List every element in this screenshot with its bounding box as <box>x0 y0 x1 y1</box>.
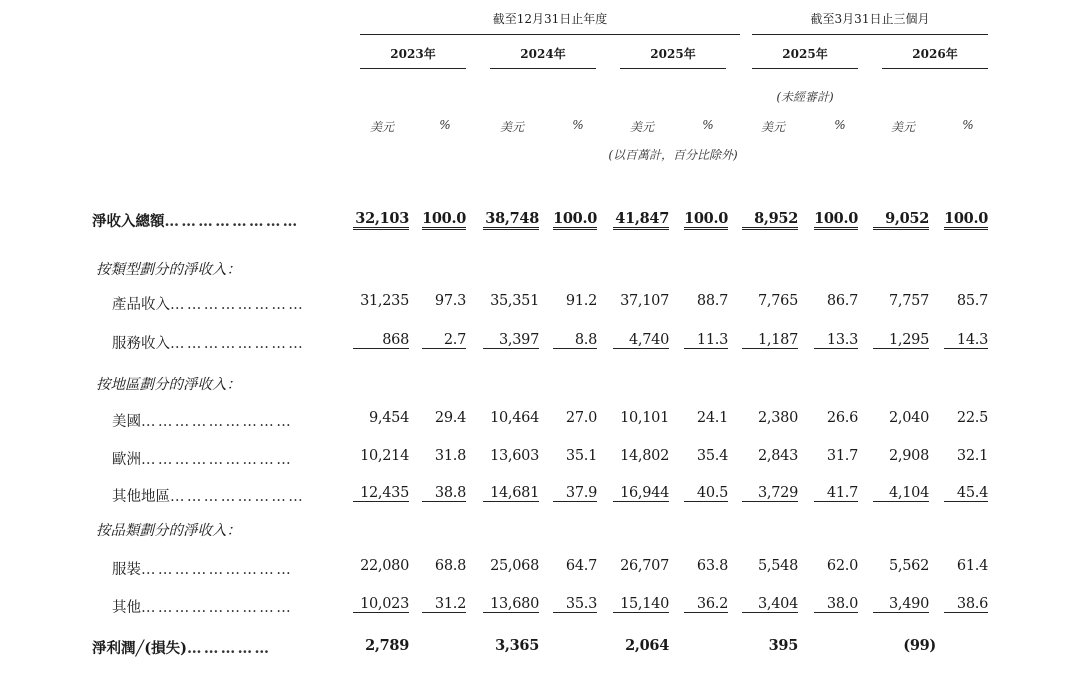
cell-value: 31,235 <box>360 293 409 309</box>
cell-value: 4,104 <box>873 485 929 502</box>
cell-value: 4,740 <box>613 332 669 349</box>
cell-percent: 100.0 <box>944 210 988 230</box>
cell-value: 25,068 <box>490 558 539 574</box>
unit-pct: % <box>702 118 714 132</box>
cell-value: 2,843 <box>757 448 798 464</box>
cell-percent: 64.7 <box>565 558 597 574</box>
year-rule <box>490 68 596 69</box>
cell-value: 8,952 <box>742 210 798 230</box>
cell-value: 10,023 <box>353 596 409 613</box>
cell-percent: 2.7 <box>422 332 466 349</box>
cell-value: 22,080 <box>360 558 409 574</box>
cell-value: 10,464 <box>490 410 539 426</box>
unaudited-note: (未經審計) <box>776 90 834 104</box>
unit-pct: % <box>572 118 584 132</box>
year-header-q2025: 2025年 <box>782 47 828 61</box>
cell-percent: 35.1 <box>565 448 597 464</box>
cell-value: 38,748 <box>483 210 539 230</box>
cell-percent: 63.8 <box>696 558 728 574</box>
cell-percent: 13.3 <box>814 332 858 349</box>
cell-value: 9,454 <box>368 410 409 426</box>
cell-percent: 36.2 <box>684 596 728 613</box>
quarter-group-rule <box>752 34 988 35</box>
unit-usd: 美元 <box>890 120 915 134</box>
row-label-service-revenue: 服務收入…………………… <box>112 336 306 352</box>
row-label-us: 美國……………………… <box>112 414 294 430</box>
cell-percent: 86.7 <box>826 293 858 309</box>
cell-percent: 31.2 <box>422 596 466 613</box>
year-rule <box>752 68 858 69</box>
cell-value: 9,052 <box>873 210 929 230</box>
cell-value: 2,908 <box>888 448 929 464</box>
unit-pct: % <box>834 118 846 132</box>
unit-pct: % <box>439 118 451 132</box>
cell-percent: 35.4 <box>696 448 728 464</box>
cell-percent: 27.0 <box>565 410 597 426</box>
cell-value: 41,847 <box>613 210 669 230</box>
cell-percent: 31.7 <box>826 448 858 464</box>
row-label-net-profit: 淨利潤╱(損失)…………… <box>92 640 272 657</box>
cell-value: 2,040 <box>888 410 929 426</box>
cell-percent: 100.0 <box>814 210 858 230</box>
cell-percent: 88.7 <box>696 293 728 309</box>
year-header-2025: 2025年 <box>650 47 696 61</box>
cell-value: (99) <box>903 637 936 654</box>
cell-percent: 45.4 <box>944 485 988 502</box>
year-rule <box>882 68 988 69</box>
cell-percent: 91.2 <box>565 293 597 309</box>
cell-value: 3,397 <box>483 332 539 349</box>
annual-group-header: 截至12月31日止年度 <box>492 12 608 26</box>
cell-value: 35,351 <box>490 293 539 309</box>
cell-percent: 22.5 <box>956 410 988 426</box>
cell-percent: 24.1 <box>696 410 728 426</box>
cell-value: 26,707 <box>620 558 669 574</box>
cell-percent: 31.8 <box>434 448 466 464</box>
cell-value: 1,295 <box>873 332 929 349</box>
cell-value: 868 <box>353 332 409 349</box>
cell-value: 3,729 <box>742 485 798 502</box>
cell-percent: 85.7 <box>956 293 988 309</box>
cell-value: 7,765 <box>757 293 798 309</box>
cell-percent: 100.0 <box>422 210 466 230</box>
cell-value: 2,380 <box>757 410 798 426</box>
unit-note: (以百萬計，百分比除外) <box>608 148 738 162</box>
cell-percent: 11.3 <box>684 332 728 349</box>
cell-percent: 35.3 <box>553 596 597 613</box>
cell-percent: 14.3 <box>944 332 988 349</box>
year-rule <box>360 68 466 69</box>
cell-value: 14,681 <box>483 485 539 502</box>
year-rule <box>620 68 726 69</box>
cell-percent: 40.5 <box>684 485 728 502</box>
row-label-other-regions: 其他地區…………………… <box>112 489 306 505</box>
cell-value: 7,757 <box>888 293 929 309</box>
year-header-2023: 2023年 <box>390 47 436 61</box>
cell-value: 3,490 <box>873 596 929 613</box>
section-heading-by-region: 按地區劃分的淨收入： <box>96 377 241 393</box>
cell-percent: 100.0 <box>684 210 728 230</box>
cell-value: 13,603 <box>490 448 539 464</box>
row-label-europe: 歐洲……………………… <box>112 452 294 468</box>
cell-value: 10,214 <box>360 448 409 464</box>
cell-percent: 8.8 <box>553 332 597 349</box>
cell-value: 5,562 <box>888 558 929 574</box>
cell-percent: 29.4 <box>434 410 466 426</box>
cell-percent: 38.6 <box>944 596 988 613</box>
cell-value: 3,365 <box>495 637 539 654</box>
cell-percent: 68.8 <box>434 558 466 574</box>
cell-percent: 100.0 <box>553 210 597 230</box>
cell-value: 32,103 <box>353 210 409 230</box>
cell-percent: 26.6 <box>826 410 858 426</box>
cell-percent: 41.7 <box>814 485 858 502</box>
cell-value: 37,107 <box>620 293 669 309</box>
cell-value: 2,064 <box>625 637 669 654</box>
cell-value: 1,187 <box>742 332 798 349</box>
cell-percent: 97.3 <box>434 293 466 309</box>
cell-value: 15,140 <box>613 596 669 613</box>
unit-usd: 美元 <box>499 120 524 134</box>
unit-pct: % <box>962 118 974 132</box>
section-heading-by-type: 按類型劃分的淨收入： <box>96 262 241 278</box>
cell-percent: 38.0 <box>814 596 858 613</box>
cell-percent: 62.0 <box>826 558 858 574</box>
cell-value: 2,789 <box>365 637 409 654</box>
row-label-other-category: 其他……………………… <box>112 600 294 616</box>
cell-percent: 32.1 <box>956 448 988 464</box>
cell-value: 10,101 <box>620 410 669 426</box>
row-label-product-revenue: 產品收入…………………… <box>112 297 306 313</box>
cell-value: 12,435 <box>353 485 409 502</box>
cell-value: 395 <box>768 637 798 654</box>
unit-usd: 美元 <box>369 120 394 134</box>
unit-usd: 美元 <box>629 120 654 134</box>
row-label-total-revenue: 淨收入總額…………………… <box>92 213 300 230</box>
year-header-q2026: 2026年 <box>912 47 958 61</box>
cell-value: 3,404 <box>742 596 798 613</box>
cell-percent: 38.8 <box>422 485 466 502</box>
cell-value: 16,944 <box>613 485 669 502</box>
cell-value: 13,680 <box>483 596 539 613</box>
row-label-apparel: 服裝……………………… <box>112 562 294 578</box>
cell-value: 5,548 <box>757 558 798 574</box>
quarter-group-header: 截至3月31日止三個月 <box>810 12 930 26</box>
unit-usd: 美元 <box>760 120 785 134</box>
annual-group-rule <box>360 34 740 35</box>
cell-value: 14,802 <box>620 448 669 464</box>
cell-percent: 37.9 <box>553 485 597 502</box>
section-heading-by-category: 按品類劃分的淨收入： <box>96 523 241 539</box>
year-header-2024: 2024年 <box>520 47 566 61</box>
cell-percent: 61.4 <box>956 558 988 574</box>
